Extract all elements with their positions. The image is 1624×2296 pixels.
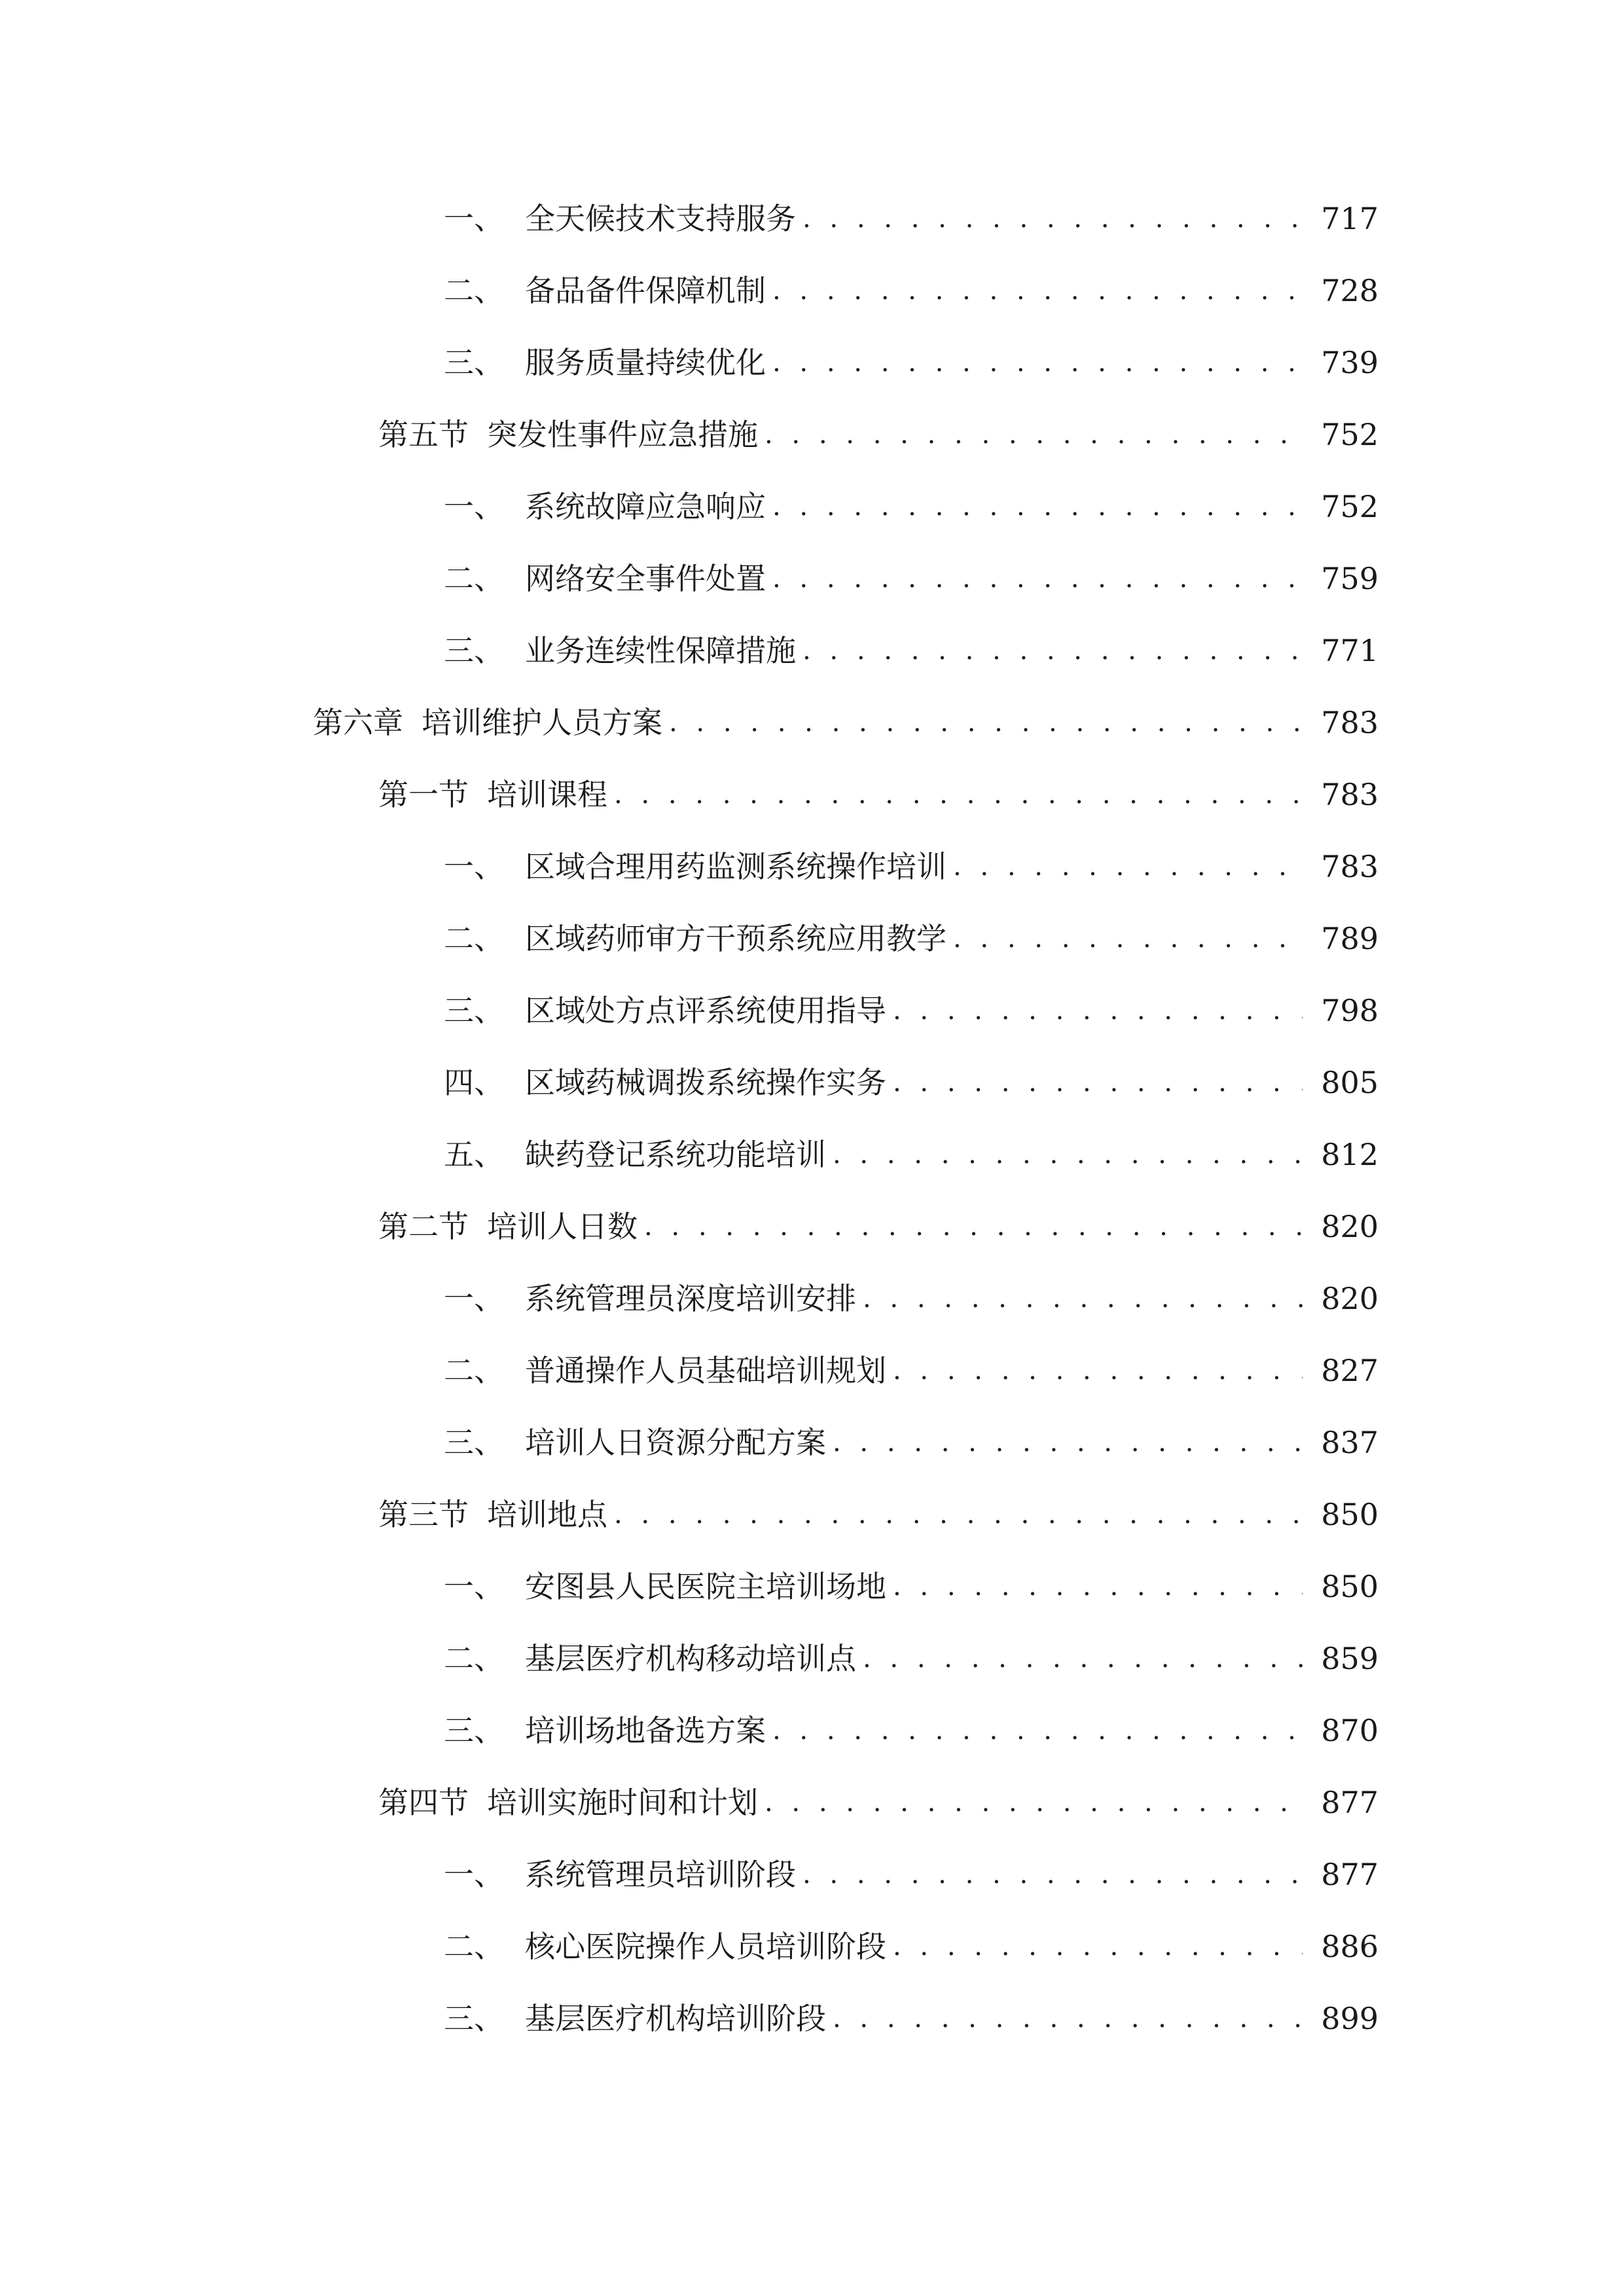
dot-leader [953, 840, 1303, 893]
entry-number: 第四节 [378, 1785, 469, 1820]
toc-entry[interactable] [444, 1128, 1379, 1181]
entry-page-number: 850 [1321, 1569, 1379, 1604]
toc-entry[interactable] [444, 840, 1379, 893]
dot-leader [772, 336, 1303, 389]
entry-number: 一、 [444, 849, 504, 884]
entry-title: 区域药械调拨系统操作实务 [525, 1065, 886, 1100]
entry-page-number: 886 [1321, 1929, 1379, 1964]
entry-page-number: 783 [1321, 705, 1379, 740]
dot-leader [953, 912, 1303, 965]
entry-title: 服务质量持续优化 [525, 345, 766, 380]
entry-number: 二、 [444, 273, 504, 308]
entry-title: 区域合理用药监测系统操作培训 [525, 849, 947, 884]
entry-page-number: 850 [1321, 1497, 1379, 1532]
entry-title: 安图县人民医院主培训场地 [525, 1569, 886, 1604]
toc-entry[interactable] [444, 264, 1379, 317]
entry-page-number: 759 [1321, 561, 1379, 596]
entry-page-number: 783 [1321, 777, 1379, 812]
entry-title: 突发性事件应急措施 [487, 417, 758, 452]
entry-title: 培训实施时间和计划 [487, 1785, 758, 1820]
entry-title: 网络安全事件处置 [525, 561, 766, 596]
dot-leader [803, 192, 1303, 245]
toc-entry[interactable] [444, 1920, 1379, 1973]
entry-title: 缺药登记系统功能培训 [525, 1137, 826, 1172]
dot-leader [772, 480, 1303, 533]
dot-leader [772, 264, 1303, 317]
entry-page-number: 812 [1321, 1137, 1379, 1172]
dot-leader [765, 1776, 1303, 1829]
entry-title: 培训场地备选方案 [525, 1713, 766, 1748]
entry-page-number: 771 [1321, 633, 1379, 668]
dot-leader [893, 1920, 1303, 1973]
dot-leader [863, 1632, 1303, 1685]
entry-number: 第五节 [378, 417, 469, 452]
toc-entry[interactable] [444, 1416, 1379, 1469]
entry-page-number: 859 [1321, 1641, 1379, 1676]
entry-title: 备品备件保障机制 [525, 273, 766, 308]
entry-number: 二、 [444, 1929, 504, 1964]
toc-entry[interactable] [444, 624, 1379, 677]
dot-leader [644, 1200, 1303, 1253]
entry-title: 普通操作人员基础培训规划 [525, 1353, 886, 1388]
dot-leader [833, 1992, 1303, 2045]
entry-page-number: 837 [1321, 1425, 1379, 1460]
toc-entry[interactable] [444, 1560, 1379, 1613]
entry-page-number: 752 [1321, 489, 1379, 524]
entry-page-number: 877 [1321, 1857, 1379, 1892]
entry-title: 区域药师审方干预系统应用教学 [525, 921, 947, 956]
dot-leader [772, 552, 1303, 605]
toc-entry[interactable] [444, 480, 1379, 533]
dot-leader [803, 624, 1303, 677]
entry-number: 二、 [444, 1641, 504, 1676]
toc-entry[interactable] [444, 552, 1379, 605]
entry-title: 核心医院操作人员培训阶段 [525, 1929, 886, 1964]
entry-number: 三、 [444, 633, 504, 668]
toc-entry[interactable] [444, 1704, 1379, 1757]
dot-leader [833, 1416, 1303, 1469]
toc-entry[interactable] [378, 1200, 1379, 1253]
toc-entry[interactable] [444, 912, 1379, 965]
entry-number: 第六章 [313, 705, 403, 740]
dot-leader [614, 768, 1303, 821]
dot-leader [765, 408, 1303, 461]
toc-entry[interactable] [444, 1848, 1379, 1901]
entry-title: 培训维护人员方案 [422, 705, 662, 740]
entry-page-number: 789 [1321, 921, 1379, 956]
entry-number: 五、 [444, 1137, 504, 1172]
entry-title: 全天候技术支持服务 [525, 201, 796, 236]
toc-entry[interactable] [378, 768, 1379, 821]
dot-leader [772, 1704, 1303, 1757]
entry-page-number: 820 [1321, 1209, 1379, 1244]
toc-entry[interactable] [444, 1056, 1379, 1109]
toc-entry[interactable] [444, 1632, 1379, 1685]
toc-entry[interactable] [378, 1776, 1379, 1829]
entry-number: 一、 [444, 201, 504, 236]
entry-number: 一、 [444, 1857, 504, 1892]
toc-entry[interactable] [444, 192, 1379, 245]
entry-page-number: 870 [1321, 1713, 1379, 1748]
toc-entry[interactable] [378, 1488, 1379, 1541]
entry-number: 二、 [444, 561, 504, 596]
entry-page-number: 798 [1321, 993, 1379, 1028]
entry-page-number: 752 [1321, 417, 1379, 452]
dot-leader [863, 1272, 1303, 1325]
dot-leader [893, 984, 1303, 1037]
dot-leader [833, 1128, 1303, 1181]
entry-page-number: 783 [1321, 849, 1379, 884]
toc-entry[interactable] [444, 336, 1379, 389]
entry-page-number: 728 [1321, 273, 1379, 308]
entry-number: 第三节 [378, 1497, 469, 1532]
entry-title: 培训课程 [487, 777, 607, 812]
entry-title: 培训地点 [487, 1497, 607, 1532]
entry-number: 一、 [444, 1569, 504, 1604]
entry-number: 二、 [444, 1353, 504, 1388]
toc-entry[interactable] [313, 696, 1379, 749]
dot-leader [893, 1056, 1303, 1109]
entry-page-number: 717 [1321, 201, 1379, 236]
entry-title: 培训人日资源分配方案 [525, 1425, 826, 1460]
entry-title: 系统管理员培训阶段 [525, 1857, 796, 1892]
toc-entry[interactable] [444, 984, 1379, 1037]
toc-entry[interactable] [444, 1992, 1379, 2045]
entry-number: 一、 [444, 1281, 504, 1316]
entry-number: 一、 [444, 489, 504, 524]
toc-entry[interactable] [444, 1344, 1379, 1397]
entry-title: 基层医疗机构移动培训点 [525, 1641, 856, 1676]
entry-title: 培训人日数 [487, 1209, 638, 1244]
entry-number: 三、 [444, 2001, 504, 2036]
entry-page-number: 827 [1321, 1353, 1379, 1388]
entry-number: 三、 [444, 1713, 504, 1748]
entry-number: 二、 [444, 921, 504, 956]
entry-page-number: 877 [1321, 1785, 1379, 1820]
dot-leader [614, 1488, 1303, 1541]
entry-page-number: 820 [1321, 1281, 1379, 1316]
entry-number: 四、 [444, 1065, 504, 1100]
entry-number: 三、 [444, 345, 504, 380]
dot-leader [893, 1560, 1303, 1613]
entry-title: 系统故障应急响应 [525, 489, 766, 524]
entry-page-number: 739 [1321, 345, 1379, 380]
entry-number: 第二节 [378, 1209, 469, 1244]
entry-title: 区域处方点评系统使用指导 [525, 993, 886, 1028]
entry-number: 三、 [444, 993, 504, 1028]
entry-number: 第一节 [378, 777, 469, 812]
entry-title: 基层医疗机构培训阶段 [525, 2001, 826, 2036]
toc-entry[interactable] [444, 1272, 1379, 1325]
dot-leader [669, 696, 1303, 749]
entry-title: 系统管理员深度培训安排 [525, 1281, 856, 1316]
toc-entry[interactable] [378, 408, 1379, 461]
dot-leader [803, 1848, 1303, 1901]
entry-number: 三、 [444, 1425, 504, 1460]
dot-leader [893, 1344, 1303, 1397]
entry-title: 业务连续性保障措施 [525, 633, 796, 668]
entry-page-number: 899 [1321, 2001, 1379, 2036]
entry-page-number: 805 [1321, 1065, 1379, 1100]
